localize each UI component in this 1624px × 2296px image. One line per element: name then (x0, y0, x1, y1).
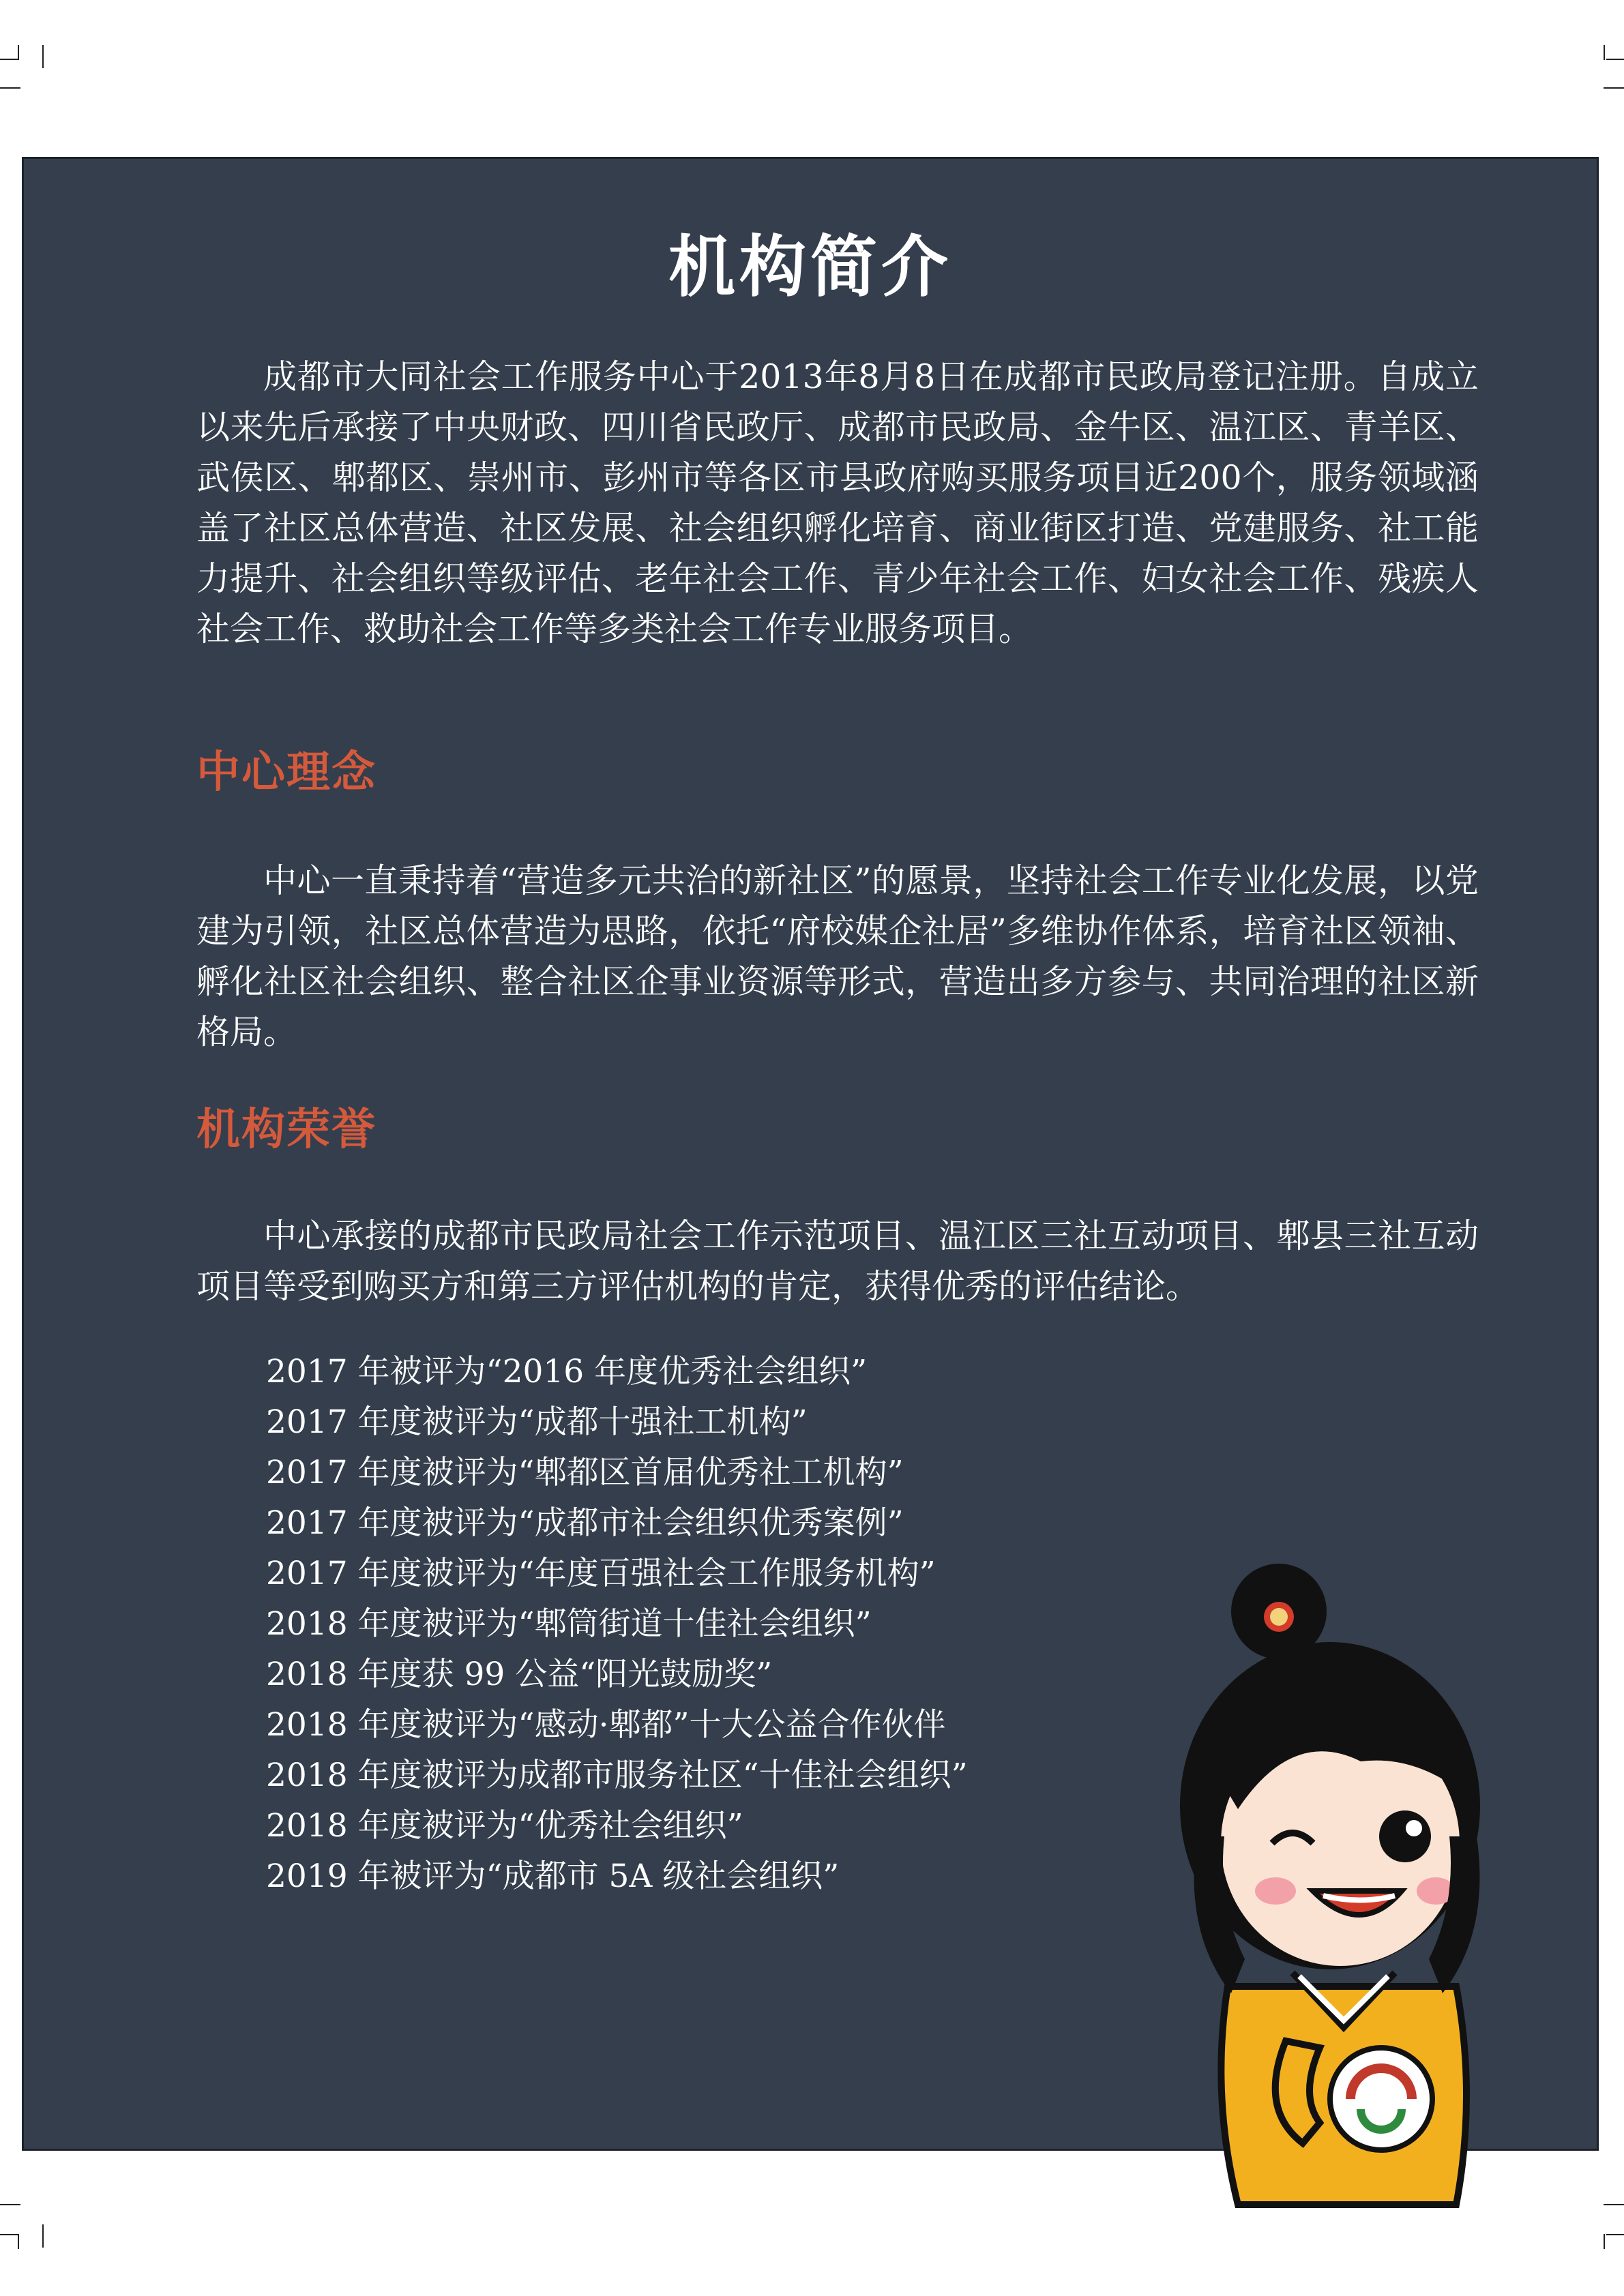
philosophy-heading: 中心理念 (196, 747, 377, 798)
crop-mark (0, 87, 20, 89)
philosophy-paragraph: 中心一直秉持着“营造多元共治的新社区”的愿景，坚持社会工作专业化发展，以党建为引领，社区总体营造为思路，依托“府校媒企社居”多维协作体系，培育社区领袖、孵化社区社会组织、整合社区企事业资源等形式，营造出多方参与、共同治理的社区新格局。 (196, 861, 1479, 1052)
crop-mark (1606, 59, 1624, 60)
crop-mark (1604, 87, 1624, 89)
honors-list (266, 1347, 968, 1902)
honor-item: 2018 年度被评为“感动·郫都”十大公益合作伙伴 (266, 1706, 946, 1744)
honor-item: 2019 年被评为“成都市 5A 级社会组织” (266, 1858, 840, 1895)
mascot-icon (1156, 1550, 1538, 2232)
honor-item: 2018 年度被评为“优秀社会组织” (266, 1807, 743, 1845)
honor-item: 2017 年度被评为“郫都区首届优秀社工机构” (266, 1454, 904, 1491)
honor-item: 2018 年度被评为“郫筒街道十佳社会组织” (266, 1605, 872, 1643)
honor-item: 2018 年度获 99 公益“阳光鼓励奖” (266, 1656, 773, 1693)
page-title: 机构简介 (668, 228, 952, 306)
crop-mark (1604, 2204, 1624, 2205)
crop-mark (0, 2234, 18, 2235)
honor-item: 2017 年被评为“2016 年度优秀社会组织” (266, 1353, 868, 1390)
crop-mark (42, 2224, 44, 2248)
content-panel (22, 157, 1599, 2151)
crop-mark (1604, 2234, 1605, 2249)
crop-mark (1606, 2234, 1624, 2235)
crop-mark (18, 2234, 19, 2249)
honor-item: 2018 年度被评为成都市服务社区“十佳社会组织” (266, 1757, 968, 1794)
crop-mark (42, 45, 44, 68)
honor-item: 2017 年度被评为“年度百强社会工作服务机构” (266, 1555, 936, 1592)
crop-mark (0, 59, 18, 60)
intro-paragraph: 成都市大同社会工作服务中心于2013年8月8日在成都市民政局登记注册。自成立以来先后承接了中央财政、四川省民政厅、成都市民政局、金牛区、温江区、青羊区、武侯区、郫都区、崇州市、彭州市等各区市县政府购买服务项目近200个，服务领域涵盖了社区总体营造、社区发展、社会组织孵化培育、商业街区打造、党建服务、社工能力提升、社会组织等级评估、老年社会工作、青少年社会工作、妇女社会工作、残疾人社会工作、救助社会工作等多类社会工作专业服务项目。 (196, 357, 1479, 648)
honor-item: 2017 年度被评为“成都市社会组织优秀案例” (266, 1504, 904, 1542)
crop-mark (18, 45, 19, 60)
honors-heading: 机构荣誉 (196, 1104, 377, 1155)
crop-mark (1604, 45, 1605, 60)
crop-mark (0, 2204, 20, 2205)
honor-item: 2017 年度被评为“成都十强社工机构” (266, 1403, 808, 1441)
honors-paragraph: 中心承接的成都市民政局社会工作示范项目、温江区三社互动项目、郫县三社互动项目等受到购买方和第三方评估机构的肯定，获得优秀的评估结论。 (196, 1217, 1479, 1306)
